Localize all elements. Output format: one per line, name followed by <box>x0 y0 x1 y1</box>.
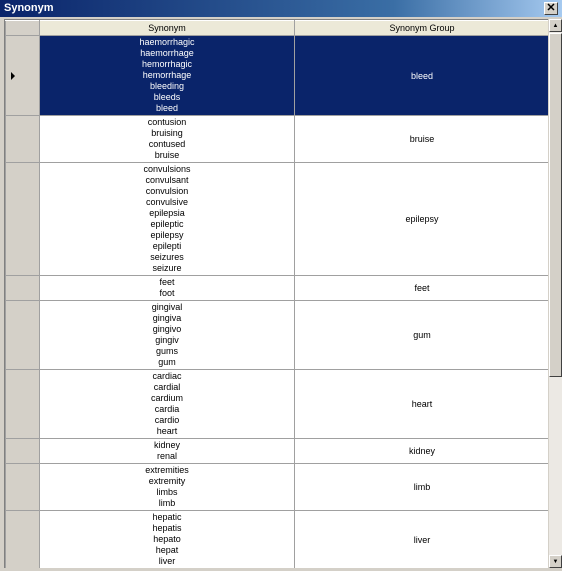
row-header[interactable] <box>6 116 40 163</box>
synonym-cell[interactable] <box>40 276 295 301</box>
table-row[interactable] <box>6 36 549 116</box>
table-row[interactable] <box>6 439 549 464</box>
synonym-cell[interactable] <box>40 370 295 439</box>
synonym-term: cardia <box>154 404 180 414</box>
synonym-term: gingiva <box>152 313 182 323</box>
synonym-term: gingival <box>151 302 183 312</box>
synonym-group-cell[interactable]: epilepsy <box>295 163 549 276</box>
synonym-term: heart <box>156 426 178 436</box>
synonym-term: hepat <box>155 545 179 555</box>
synonym-term: bruise <box>154 150 180 160</box>
synonym-term: convulsions <box>143 164 191 174</box>
synonym-cell[interactable] <box>40 301 295 370</box>
arrow-up-icon: ▲ <box>552 22 559 29</box>
synonym-group-cell[interactable]: liver <box>295 511 549 569</box>
synonym-group-cell[interactable]: gum <box>295 301 549 370</box>
synonym-term: cardio <box>154 415 180 425</box>
synonym-term: gums <box>155 346 178 356</box>
synonym-term: limbs <box>156 487 178 497</box>
row-header[interactable] <box>6 370 40 439</box>
synonym-term: liver <box>158 556 176 566</box>
synonym-cell[interactable] <box>40 464 295 511</box>
synonym-cell[interactable] <box>40 163 295 276</box>
synonym-term: hemorrhagic <box>141 59 193 69</box>
synonym-term: hemorrhage <box>142 70 192 80</box>
synonym-cell[interactable] <box>40 116 295 163</box>
synonym-cell[interactable] <box>40 439 295 464</box>
synonym-term: hepatis <box>152 523 182 533</box>
row-header[interactable] <box>6 439 40 464</box>
synonym-term: bruising <box>151 128 183 138</box>
synonym-group-cell[interactable]: kidney <box>295 439 549 464</box>
arrow-down-icon: ▼ <box>552 558 559 565</box>
synonym-cell[interactable] <box>40 36 295 116</box>
synonym-term: haemorrhage <box>140 48 194 58</box>
vertical-scrollbar[interactable] <box>548 19 562 568</box>
synonym-term: bleeding <box>149 81 185 91</box>
synonym-term: epilepti <box>152 241 182 251</box>
row-header[interactable] <box>6 301 40 370</box>
column-header-synonym[interactable]: Synonym <box>40 21 295 36</box>
synonym-term: renal <box>156 451 177 461</box>
table-row[interactable] <box>6 276 549 301</box>
table-row[interactable] <box>6 301 549 370</box>
synonym-group-cell[interactable]: bruise <box>295 116 549 163</box>
close-button[interactable] <box>544 2 558 15</box>
synonym-grid <box>4 19 548 568</box>
synonym-term: bleeds <box>153 92 181 102</box>
table-row[interactable] <box>6 116 549 163</box>
synonym-term: hepatic <box>152 512 182 522</box>
synonym-term: convulsion <box>145 186 189 196</box>
synonym-group-cell[interactable]: limb <box>295 464 549 511</box>
synonym-term: epilepsia <box>149 208 185 218</box>
synonym-term: cardium <box>150 393 183 403</box>
synonym-group-cell[interactable]: feet <box>295 276 549 301</box>
close-icon: ✕ <box>546 2 556 14</box>
window-title: Synonym <box>4 2 54 14</box>
synonym-term: gingiv <box>155 335 179 345</box>
synonym-group-cell[interactable]: heart <box>295 370 549 439</box>
synonym-term: convulsive <box>145 197 189 207</box>
column-header-synonym-group[interactable]: Synonym Group <box>295 21 549 36</box>
synonym-term: gingivo <box>152 324 182 334</box>
table-row[interactable] <box>6 464 549 511</box>
scroll-thumb[interactable] <box>549 33 562 377</box>
synonym-cell[interactable] <box>40 511 295 569</box>
synonym-term: seizures <box>150 252 184 262</box>
synonym-term: hepato <box>153 534 181 544</box>
synonym-term: cardiac <box>152 371 182 381</box>
synonym-term: haemorrhagic <box>139 37 195 47</box>
header-row <box>6 21 549 36</box>
synonym-term: convulsant <box>145 175 189 185</box>
synonym-term: gum <box>158 357 176 367</box>
row-header[interactable] <box>6 464 40 511</box>
synonym-term: extremity <box>148 476 186 486</box>
synonym-term: bleed <box>155 103 179 113</box>
synonym-term: seizure <box>152 263 182 273</box>
synonym-term: foot <box>159 288 175 298</box>
row-header[interactable] <box>6 511 40 569</box>
synonym-term: extremities <box>145 465 189 475</box>
scroll-down-button[interactable] <box>549 555 562 568</box>
synonym-term: epilepsy <box>150 230 184 240</box>
synonym-term: contused <box>148 139 186 149</box>
corner-header <box>6 21 40 36</box>
synonym-term: feet <box>159 277 175 287</box>
synonym-term: limb <box>158 498 176 508</box>
table-row[interactable] <box>6 370 549 439</box>
synonym-table <box>5 20 548 568</box>
synonym-term: kidney <box>153 440 180 450</box>
synonym-term: contusion <box>147 117 187 127</box>
scroll-up-button[interactable] <box>549 19 562 32</box>
table-row[interactable] <box>6 163 549 276</box>
synonym-group-cell[interactable]: bleed <box>295 36 549 116</box>
row-header[interactable] <box>6 36 40 116</box>
synonym-term: cardial <box>153 382 181 392</box>
synonym-term: epileptic <box>150 219 184 229</box>
row-header[interactable] <box>6 276 40 301</box>
table-row[interactable] <box>6 511 549 569</box>
current-row-arrow-icon <box>11 72 15 80</box>
title-bar[interactable] <box>0 0 562 17</box>
grid-body <box>6 36 549 569</box>
row-header[interactable] <box>6 163 40 276</box>
